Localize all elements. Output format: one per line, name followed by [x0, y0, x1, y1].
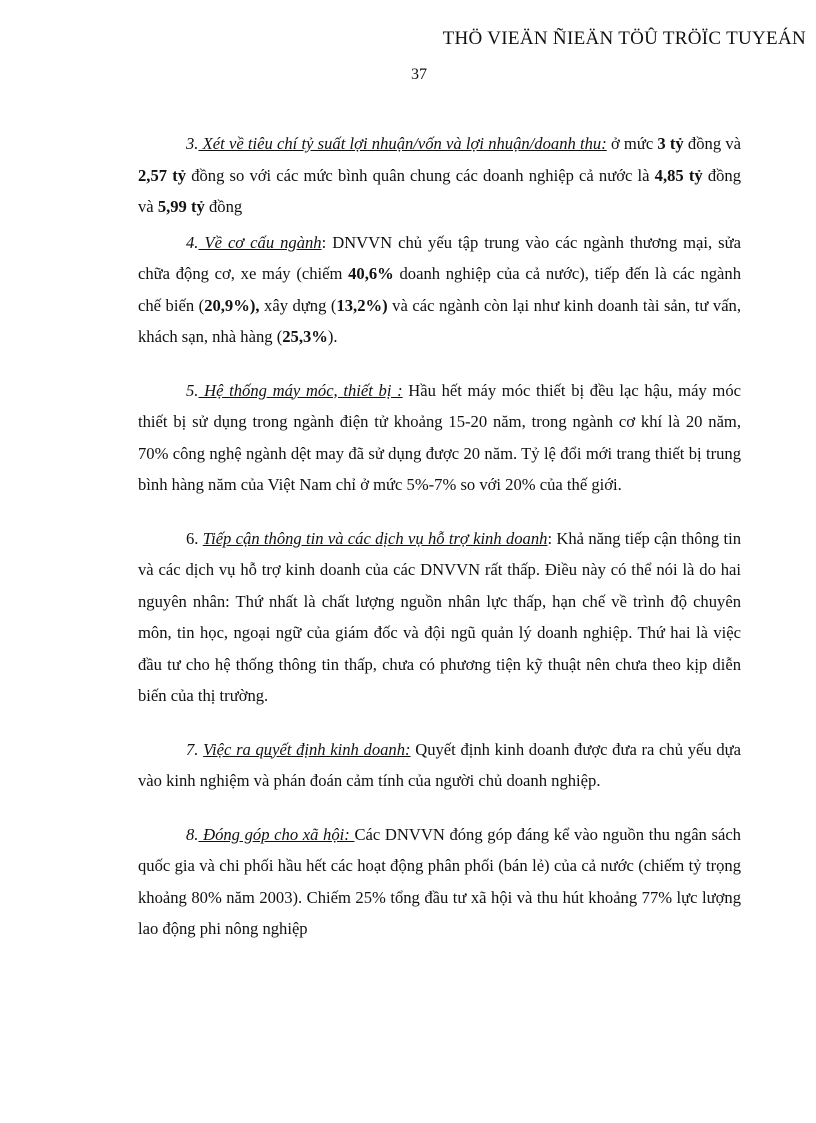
- paragraph-5: [138, 375, 741, 501]
- paragraph-7-title: Việc ra quyết định kinh doanh:: [203, 739, 411, 759]
- paragraph-3-bold: 4,85 tỷ: [654, 165, 703, 185]
- paragraph-3-text: đồng: [204, 197, 243, 216]
- paragraph-3: [138, 128, 741, 223]
- paragraph-4-text: doanh nghiệp của cả nước), tiếp đến là các ngành chế biến (: [138, 264, 741, 315]
- paragraph-6-title: Tiếp cận thông tin và các dịch vụ hỗ trợ kinh doanh: [202, 528, 548, 548]
- paragraph-8-number: 8.: [186, 824, 199, 844]
- paragraph-3-bold: 2,57 tỷ: [138, 165, 187, 185]
- paragraph-3-title: Xét về tiêu chí tỷ suất lợi nhuận/vốn và lợi nhuận/doanh thu:: [198, 134, 607, 153]
- paragraph-4-text: : DNVVN chủ yếu tập trung vào các ngành thương mại, sửa chữa động cơ, xe máy (chiếm: [138, 232, 741, 283]
- paragraph-3-text: đồng so với các mức bình quân chung các doanh nghiệp cả nước là: [186, 165, 655, 185]
- paragraph-4-bold: 20,9%),: [204, 295, 260, 315]
- paragraph-5-text: Hầu hết máy móc thiết bị đều lạc hậu, máy móc thiết bị sử dụng trong ngành điện tử khoảng 15-20 năm, trong ngành cơ khí là 20 năm, 70% công nghệ ngành dệt may đã sử dụng được 20 năm. Tỷ lệ đổi mới trang thiết bị trung bình hàng năm của Việt Nam chỉ ở mức 5%-7% so với 20% của thế giới.: [138, 380, 741, 494]
- paragraph-3-bold: 3 tỷ: [657, 134, 684, 153]
- paragraph-3-number: 3.: [186, 134, 199, 153]
- document-body: [138, 128, 741, 945]
- paragraph-8: [138, 819, 741, 945]
- paragraph-4-number: 4.: [186, 232, 199, 252]
- paragraph-7-text: Quyết định kinh doanh được đưa ra chủ yếu dựa vào kinh nghiệm và phán đoán cảm tính của người chủ doanh nghiệp.: [138, 739, 741, 790]
- paragraph-3-text: đồng và: [683, 134, 741, 153]
- paragraph-3-text: ở mức: [606, 134, 658, 153]
- paragraph-4-text: ).: [327, 327, 338, 346]
- paragraph-5-number: 5.: [186, 380, 199, 400]
- paragraph-3-bold: 5,99 tỷ: [157, 197, 205, 216]
- paragraph-4-bold: 13,2%): [336, 295, 388, 315]
- paragraph-5-title: Hệ thống máy móc, thiết bị :: [198, 380, 403, 400]
- paragraph-4: [138, 227, 741, 353]
- paragraph-6: [138, 523, 741, 712]
- paragraph-4-bold: 40,6%: [348, 264, 394, 283]
- paragraph-8-title: Đóng góp cho xã hội:: [198, 824, 355, 844]
- paragraph-4-bold: 25,3%: [282, 327, 328, 346]
- paragraph-4-text: và các ngành còn lại như kinh doanh tài sản, tư vấn, khách sạn, nhà hàng (: [138, 295, 741, 346]
- page-number: 37: [411, 66, 427, 83]
- paragraph-6-number: 6.: [186, 528, 199, 548]
- paragraph-4-title: Về cơ cấu ngành: [198, 232, 322, 252]
- paragraph-4-text: xây dựng (: [259, 295, 337, 315]
- paragraph-3-text: đồng và: [138, 165, 742, 216]
- page-header: THÖ VIEÄN ÑIEÄN TÖÛ TRÖÏC TUYEÁN: [442, 28, 806, 49]
- paragraph-7: [138, 734, 741, 797]
- paragraph-8-text: Các DNVVN đóng góp đáng kể vào nguồn thu ngân sách quốc gia và chi phối hầu hết các hoạt động phân phối (bán lẻ) của cả nước (chiếm tỷ trọng khoảng 80% năm 2003). Chiếm 25% tổng đầu tư xã hội và thu hút khoảng 77% lực lượng lao động phi nông nghiệp: [138, 824, 741, 938]
- paragraph-7-number: 7.: [186, 739, 199, 759]
- paragraph-6-text: : Khả năng tiếp cận thông tin và các dịch vụ hỗ trợ kinh doanh của các DNVVN rất thấp. Điều này có thể nói là do hai nguyên nhân: Thứ nhất là chất lượng nguồn nhân lực thấp, hạn chế về trình độ chuyên môn, tin học, ngoại ngữ của giám đốc và đội ngũ quản lý doanh nghiệp. Thứ hai là việc đầu tư cho hệ thống thông tin thấp, chưa có phương tiện kỹ thuật nên chưa theo kịp diễn biến của thị trường.: [138, 528, 742, 705]
